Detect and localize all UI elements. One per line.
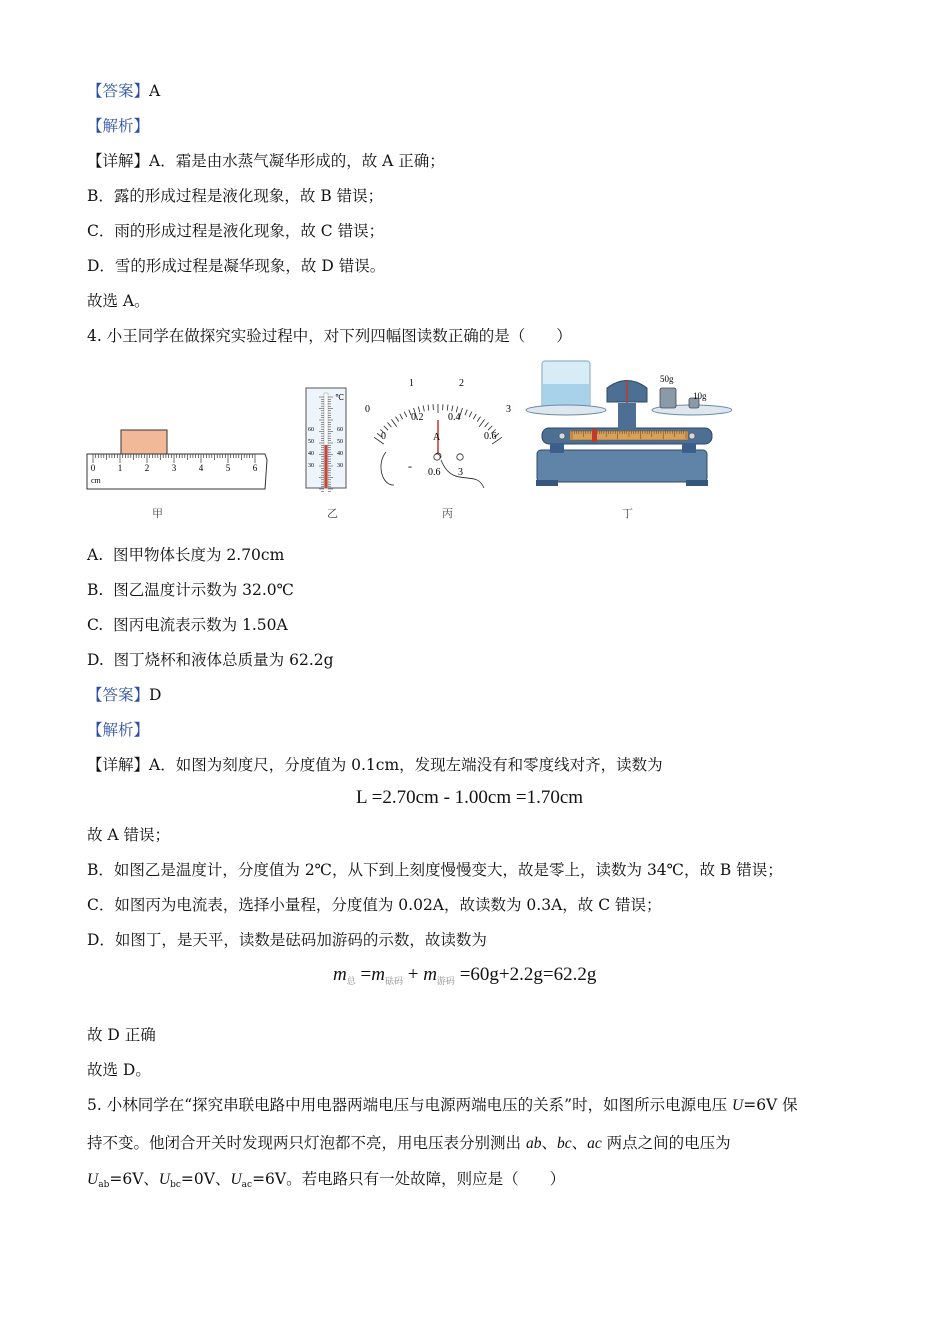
left-nut <box>559 433 565 439</box>
terminal-3 <box>457 454 463 460</box>
thermometer-figure <box>300 385 352 493</box>
caption-yi: 乙 <box>327 507 338 520</box>
ammeter-tick <box>452 405 453 411</box>
detail-line-4: 【详解】A．如图为刻度尺，分度值为 0.1cm，发现左端没有和零度线对齐，读数为 <box>87 756 663 774</box>
answer-line: 【答案】A <box>87 82 161 100</box>
detail-d: D．雪的形成过程是凝华现象，故 D 错误。 <box>87 257 386 275</box>
question-4-stem: 4. 小王同学在做探究实验过程中，对下列四幅图读数正确的是（ ） <box>87 327 572 345</box>
terminal-06-label: 0.6 <box>428 467 441 478</box>
caption-bing: 丙 <box>442 507 453 520</box>
ammeter-lower-04: 0.4 <box>448 412 461 423</box>
ammeter-tick <box>485 423 489 428</box>
ammeter-tick <box>423 405 424 411</box>
ruler-label-5: 5 <box>225 463 231 473</box>
thermo-left-30: 30 <box>308 463 314 469</box>
weight-50g-label: 50g <box>660 374 674 384</box>
ammeter-tick <box>428 405 429 411</box>
thermo-right-50: 50 <box>337 439 343 445</box>
ruler-unit: cm <box>91 476 101 485</box>
ammeter-tick <box>469 412 472 417</box>
ammeter-tick <box>396 417 399 422</box>
beaker-liquid <box>543 384 589 408</box>
d-conclusion: 故 D 正确 <box>87 1026 156 1044</box>
option-c: C. 图丙电流表示数为 1.50A <box>87 616 288 634</box>
ammeter-tick <box>384 426 388 430</box>
ammeter-upper-1: 1 <box>409 378 414 389</box>
ammeter-upper-2: 2 <box>459 378 464 389</box>
equation-mass: $m_总 =m_{砝码} + m_{游码} =60g+2.2g=62.2g$ <box>333 964 597 986</box>
ammeter-tick <box>479 419 484 426</box>
option-d: D. 图丁烧杯和液体总质量为 62.2g <box>87 651 334 669</box>
thermo-right-40: 40 <box>337 451 343 457</box>
ammeter-tick <box>447 405 448 411</box>
thermo-left-60: 60 <box>308 427 314 433</box>
ammeter-lower-02: 0.2 <box>411 412 424 423</box>
caption-jia: 甲 <box>152 507 163 520</box>
terminal-06 <box>434 454 440 460</box>
ammeter-tick <box>477 417 480 422</box>
analysis-tag-4: 【解析】 <box>87 721 150 739</box>
thermo-right-60: 60 <box>337 427 343 433</box>
ruler-label-6: 6 <box>252 463 258 473</box>
right-post <box>682 443 696 453</box>
ammeter-tick <box>400 414 403 419</box>
thermo-left-40: 40 <box>308 451 314 457</box>
a-conclusion: 故 A 错误； <box>87 826 171 844</box>
ammeter-tick <box>388 423 392 428</box>
balance-base <box>537 450 707 482</box>
ruler-label-0: 0 <box>90 463 96 473</box>
equation-length: L =2.70cm - 1.00cm =1.70cm <box>356 787 584 808</box>
left-foot <box>536 480 558 486</box>
detail-c-4: C．如图丙为电流表，选择小量程，分度值为 0.02A，故读数为 0.3A，故 C 错误； <box>87 896 662 914</box>
left-pan <box>526 405 606 415</box>
detail-c: C．雨的形成过程是液化现象，故 C 错误； <box>87 222 385 240</box>
lead-wire-left <box>381 452 394 485</box>
ammeter-upper-3: 3 <box>506 404 511 415</box>
answer-line-4: 【答案】D <box>87 686 162 704</box>
caption-ding: 丁 <box>622 507 633 520</box>
conclusion-4: 故选 D。 <box>87 1061 151 1079</box>
ammeter-tick <box>473 414 476 419</box>
balance-figure <box>522 358 732 494</box>
detail-d-4: D．如图丁，是天平，读数是砝码加游码的示数，故读数为 <box>87 931 487 949</box>
mercury-column <box>325 445 328 488</box>
question-5-line1: 5. 小林同学在“探究串联电路中用电器两端电压与电源两端电压的关系”时，如图所示电源电压 U=6V 保 <box>87 1096 798 1114</box>
weight-10g-label: 10g <box>693 391 707 401</box>
ammeter-tick <box>404 412 407 417</box>
right-nut <box>689 433 695 439</box>
center-pillar <box>618 403 636 430</box>
ammeter-unit: A <box>433 432 441 443</box>
ruler-label-1: 1 <box>117 463 123 473</box>
detail-b: B．露的形成过程是液化现象，故 B 错误； <box>87 187 384 205</box>
detail-b-4: B．如图乙是温度计，分度值为 2℃，从下到上刻度慢慢变大，故是零上，读数为 34℃，故 B 错误； <box>87 861 783 879</box>
option-b: B. 图乙温度计示数为 32.0℃ <box>87 581 294 599</box>
ruler-body <box>87 454 267 489</box>
ammeter-tick <box>488 426 492 430</box>
ruler-label-4: 4 <box>198 463 204 473</box>
right-foot <box>686 480 708 486</box>
rider <box>592 429 597 442</box>
weight-50g <box>660 388 676 408</box>
detail-line: 【详解】A．霜是由水蒸气凝华形成的，故 A 正确； <box>87 152 445 170</box>
ammeter-tick <box>465 410 467 416</box>
measured-block <box>121 430 167 454</box>
ruler-label-3: 3 <box>171 463 177 473</box>
option-a: A. 图甲物体长度为 2.70cm <box>87 546 285 564</box>
left-post <box>550 443 564 453</box>
analysis-tag: 【解析】 <box>87 117 150 135</box>
terminal-3-label: 3 <box>458 467 463 478</box>
ammeter-lower-0: 0 <box>381 431 386 442</box>
question-5-line3: $U_{ab}=6V$、$U_{bc}=0V$、$U_{ac}=6V$。若电路只有一处故障，则应是（ ） <box>87 1170 566 1190</box>
ammeter-figure <box>358 372 518 494</box>
ammeter-upper-0: 0 <box>365 404 370 415</box>
ruler-label-2: 2 <box>144 463 150 473</box>
thermo-right-30: 30 <box>337 463 343 469</box>
ammeter-lower-06: 0.6 <box>484 431 497 442</box>
conclusion: 故选 A。 <box>87 292 150 310</box>
ruler-figure <box>85 425 275 495</box>
ammeter-tick <box>391 419 396 426</box>
thermo-left-50: 50 <box>308 439 314 445</box>
question-5-line2: 持不变。他闭合开关时发现两只灯泡都不亮，用电压表分别测出 ab、bc、ac 两点之间的电压为 <box>87 1134 731 1152</box>
terminal-negative: - <box>408 459 412 473</box>
thermo-unit: ℃ <box>335 393 344 402</box>
